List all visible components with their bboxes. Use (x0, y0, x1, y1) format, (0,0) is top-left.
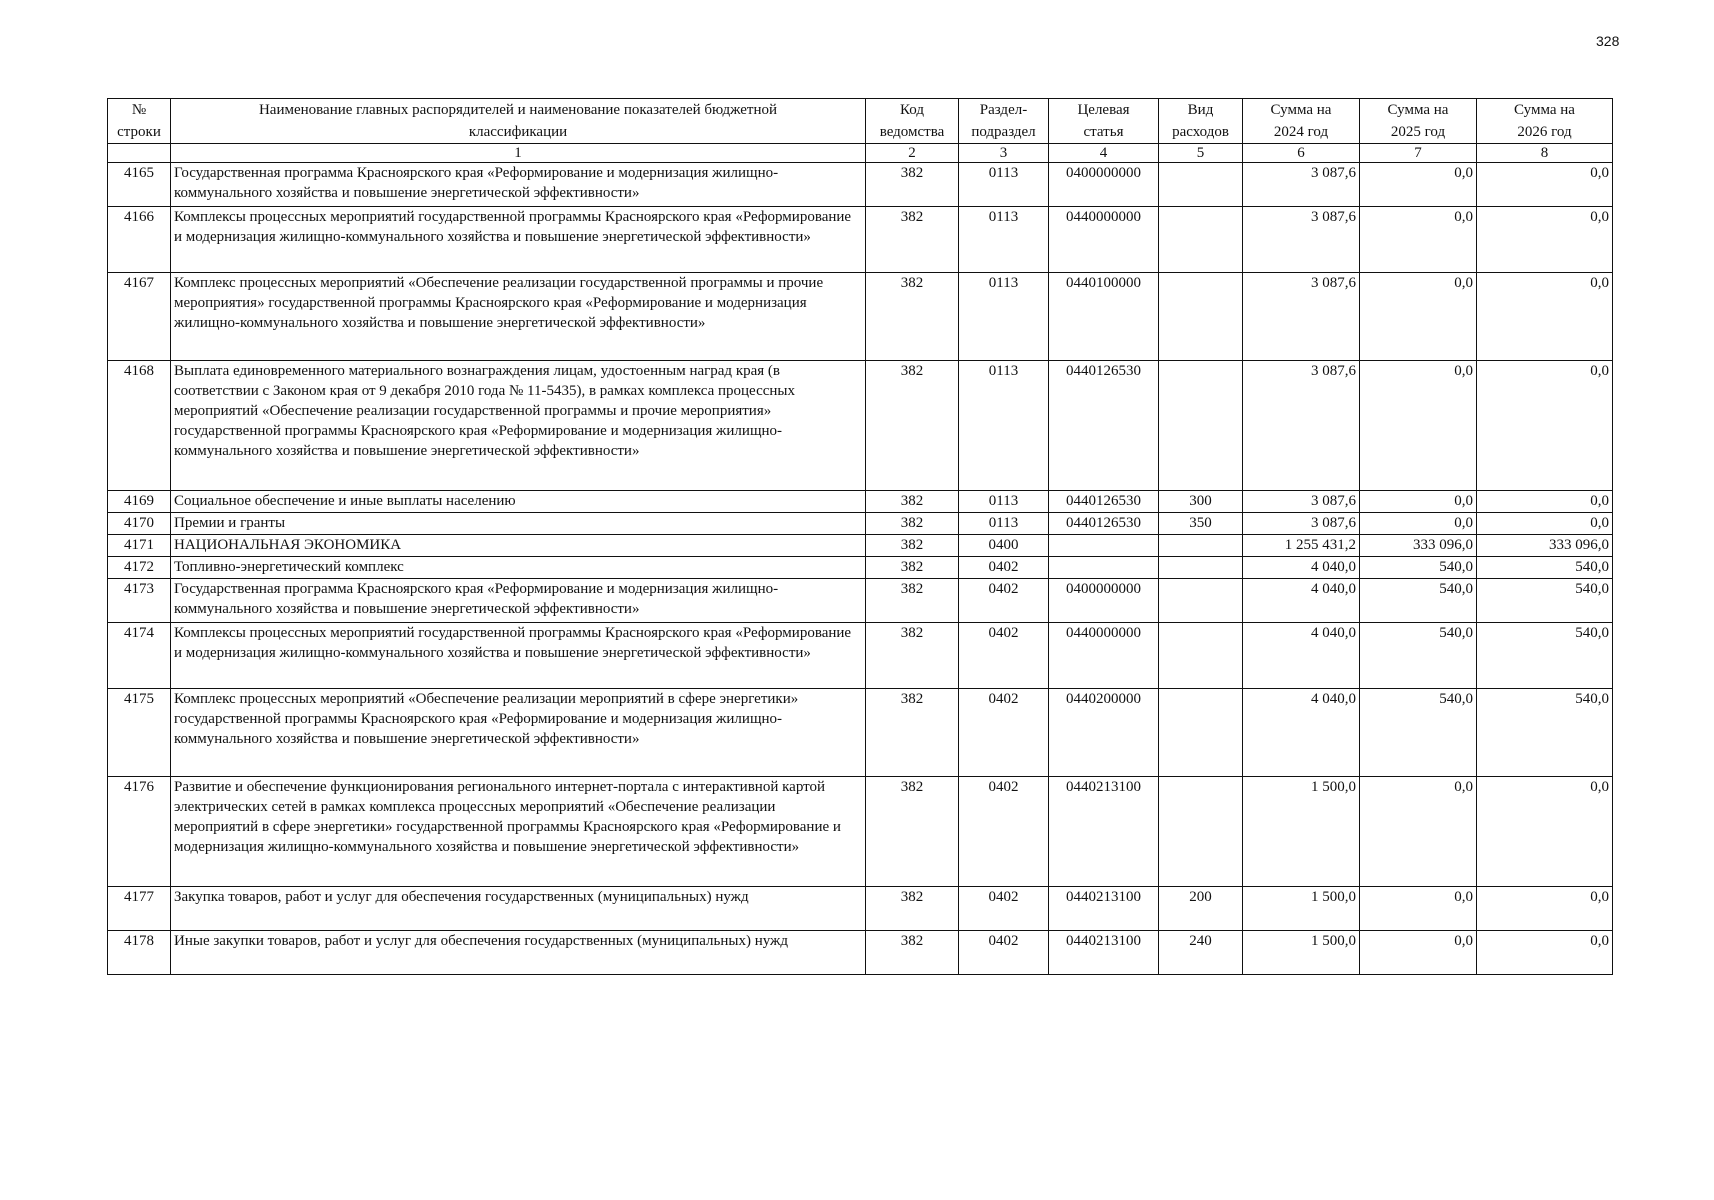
row-dept-code: 382 (866, 887, 959, 931)
row-sum-2026: 0,0 (1477, 931, 1613, 975)
row-section: 0113 (959, 491, 1049, 513)
column-number: 7 (1360, 144, 1477, 163)
row-target: 0440126530 (1049, 361, 1159, 491)
row-number: 4172 (108, 557, 171, 579)
row-sum-2026: 0,0 (1477, 887, 1613, 931)
row-section: 0113 (959, 513, 1049, 535)
row-expense-type (1159, 207, 1243, 273)
row-target: 0440100000 (1049, 273, 1159, 361)
row-target: 0440213100 (1049, 931, 1159, 975)
row-dept-code: 382 (866, 163, 959, 207)
row-sum-2025: 0,0 (1360, 887, 1477, 931)
row-sum-2025: 0,0 (1360, 513, 1477, 535)
row-dept-code: 382 (866, 361, 959, 491)
row-number: 4177 (108, 887, 171, 931)
row-sum-2024: 1 500,0 (1243, 887, 1360, 931)
row-expense-type: 350 (1159, 513, 1243, 535)
row-sum-2025: 540,0 (1360, 623, 1477, 689)
row-target (1049, 535, 1159, 557)
row-section: 0402 (959, 623, 1049, 689)
header-sum-2026: Сумма на 2026 год (1477, 99, 1613, 144)
row-section: 0113 (959, 361, 1049, 491)
row-sum-2026: 540,0 (1477, 623, 1613, 689)
page-number: 328 (1596, 33, 1620, 49)
column-number-blank (108, 144, 171, 163)
row-section: 0402 (959, 887, 1049, 931)
row-number: 4171 (108, 535, 171, 557)
table-row (108, 887, 1613, 931)
row-number: 4165 (108, 163, 171, 207)
row-sum-2025: 333 096,0 (1360, 535, 1477, 557)
row-sum-2024: 3 087,6 (1243, 361, 1360, 491)
row-sum-2026: 540,0 (1477, 557, 1613, 579)
column-number: 6 (1243, 144, 1360, 163)
row-dept-code: 382 (866, 207, 959, 273)
table-row (108, 623, 1613, 689)
row-expense-type (1159, 163, 1243, 207)
row-section: 0113 (959, 273, 1049, 361)
row-section: 0113 (959, 207, 1049, 273)
row-dept-code: 382 (866, 623, 959, 689)
table-row (108, 163, 1613, 207)
row-sum-2026: 0,0 (1477, 163, 1613, 207)
row-sum-2025: 540,0 (1360, 557, 1477, 579)
row-expense-type: 240 (1159, 931, 1243, 975)
row-section: 0113 (959, 163, 1049, 207)
row-name: Комплекс процессных мероприятий «Обеспечение реализации мероприятий в сфере энергетики» государственной программы Красноярского края «Реформирование и модернизация жилищно-коммунального хозяйства и повышение энергетической эффективности» (171, 689, 866, 777)
row-expense-type (1159, 623, 1243, 689)
table-row (108, 777, 1613, 887)
row-sum-2024: 3 087,6 (1243, 491, 1360, 513)
row-sum-2025: 0,0 (1360, 491, 1477, 513)
row-name: НАЦИОНАЛЬНАЯ ЭКОНОМИКА (171, 535, 866, 557)
row-name: Выплата единовременного материального вознаграждения лицам, удостоенным наград края (в соответствии с Законом края от 9 декабря 2010 года № 11-5435), в рамках комплекса процессных мероприятий «Обеспечение реализации государственной программы и прочие мероприятия» государственной программы Красноярского края «Реформирование и модернизация жилищно-коммунального хозяйства и повышение энергетической эффективности» (171, 361, 866, 491)
row-target: 0440000000 (1049, 623, 1159, 689)
row-section: 0402 (959, 579, 1049, 623)
row-expense-type (1159, 689, 1243, 777)
row-number: 4167 (108, 273, 171, 361)
row-expense-type (1159, 579, 1243, 623)
row-sum-2024: 4 040,0 (1243, 689, 1360, 777)
row-number: 4175 (108, 689, 171, 777)
row-sum-2024: 3 087,6 (1243, 513, 1360, 535)
row-number: 4174 (108, 623, 171, 689)
row-sum-2025: 0,0 (1360, 273, 1477, 361)
row-sum-2026: 0,0 (1477, 491, 1613, 513)
table-row (108, 207, 1613, 273)
row-number: 4176 (108, 777, 171, 887)
row-sum-2025: 540,0 (1360, 579, 1477, 623)
row-target: 0440213100 (1049, 777, 1159, 887)
row-target: 0440126530 (1049, 513, 1159, 535)
row-sum-2026: 0,0 (1477, 273, 1613, 361)
row-sum-2025: 0,0 (1360, 207, 1477, 273)
row-dept-code: 382 (866, 557, 959, 579)
column-number: 2 (866, 144, 959, 163)
row-target: 0400000000 (1049, 163, 1159, 207)
row-number: 4168 (108, 361, 171, 491)
row-sum-2026: 0,0 (1477, 513, 1613, 535)
row-name: Закупка товаров, работ и услуг для обеспечения государственных (муниципальных) нужд (171, 887, 866, 931)
row-sum-2025: 0,0 (1360, 931, 1477, 975)
table-row (108, 535, 1613, 557)
header-sum-2025: Сумма на 2025 год (1360, 99, 1477, 144)
row-sum-2026: 0,0 (1477, 361, 1613, 491)
row-expense-type (1159, 361, 1243, 491)
row-name: Государственная программа Красноярского края «Реформирование и модернизация жилищно-коммунального хозяйства и повышение энергетической эффективности» (171, 163, 866, 207)
header-dept-code: Код ведомства (866, 99, 959, 144)
header-name: Наименование главных распорядителей и наименование показателей бюджетной классификации (171, 99, 866, 144)
row-sum-2026: 333 096,0 (1477, 535, 1613, 557)
column-number: 8 (1477, 144, 1613, 163)
header-section: Раздел- подраздел (959, 99, 1049, 144)
table-header (108, 99, 1613, 163)
row-expense-type (1159, 535, 1243, 557)
row-sum-2024: 4 040,0 (1243, 579, 1360, 623)
row-expense-type (1159, 273, 1243, 361)
row-target: 0400000000 (1049, 579, 1159, 623)
table-row (108, 557, 1613, 579)
row-sum-2025: 0,0 (1360, 777, 1477, 887)
row-name: Топливно-энергетический комплекс (171, 557, 866, 579)
table-row (108, 361, 1613, 491)
row-sum-2024: 1 500,0 (1243, 777, 1360, 887)
row-sum-2026: 0,0 (1477, 207, 1613, 273)
row-section: 0402 (959, 777, 1049, 887)
row-name: Социальное обеспечение и иные выплаты населению (171, 491, 866, 513)
row-dept-code: 382 (866, 491, 959, 513)
row-sum-2024: 3 087,6 (1243, 163, 1360, 207)
row-name: Комплексы процессных мероприятий государственной программы Красноярского края «Реформирование и модернизация жилищно-коммунального хозяйства и повышение энергетической эффективности» (171, 623, 866, 689)
table-row (108, 689, 1613, 777)
column-number-row (108, 144, 1613, 163)
column-number: 4 (1049, 144, 1159, 163)
header-target: Целевая статья (1049, 99, 1159, 144)
row-name: Иные закупки товаров, работ и услуг для обеспечения государственных (муниципальных) нужд (171, 931, 866, 975)
row-sum-2024: 3 087,6 (1243, 207, 1360, 273)
row-dept-code: 382 (866, 777, 959, 887)
table-row (108, 273, 1613, 361)
header-sum-2024: Сумма на 2024 год (1243, 99, 1360, 144)
row-dept-code: 382 (866, 579, 959, 623)
row-sum-2025: 0,0 (1360, 163, 1477, 207)
row-section: 0400 (959, 535, 1049, 557)
row-expense-type (1159, 557, 1243, 579)
row-target (1049, 557, 1159, 579)
row-name: Комплексы процессных мероприятий государственной программы Красноярского края «Реформирование и модернизация жилищно-коммунального хозяйства и повышение энергетической эффективности» (171, 207, 866, 273)
row-dept-code: 382 (866, 513, 959, 535)
row-dept-code: 382 (866, 931, 959, 975)
row-sum-2026: 540,0 (1477, 579, 1613, 623)
row-expense-type: 300 (1159, 491, 1243, 513)
table-row (108, 513, 1613, 535)
row-sum-2024: 1 255 431,2 (1243, 535, 1360, 557)
row-name: Премии и гранты (171, 513, 866, 535)
row-expense-type (1159, 777, 1243, 887)
row-number: 4170 (108, 513, 171, 535)
row-sum-2024: 1 500,0 (1243, 931, 1360, 975)
table-row (108, 931, 1613, 975)
row-section: 0402 (959, 689, 1049, 777)
row-dept-code: 382 (866, 535, 959, 557)
row-number: 4169 (108, 491, 171, 513)
row-sum-2024: 4 040,0 (1243, 557, 1360, 579)
row-expense-type: 200 (1159, 887, 1243, 931)
row-sum-2024: 4 040,0 (1243, 623, 1360, 689)
row-target: 0440000000 (1049, 207, 1159, 273)
row-sum-2024: 3 087,6 (1243, 273, 1360, 361)
row-number: 4178 (108, 931, 171, 975)
row-section: 0402 (959, 931, 1049, 975)
row-section: 0402 (959, 557, 1049, 579)
row-name: Комплекс процессных мероприятий «Обеспечение реализации государственной программы и прочие мероприятия» государственной программы Красноярского края «Реформирование и модернизация жилищно-коммунального хозяйства и повышение энергетической эффективности» (171, 273, 866, 361)
row-number: 4166 (108, 207, 171, 273)
row-number: 4173 (108, 579, 171, 623)
row-name: Развитие и обеспечение функционирования регионального интернет-портала с интерактивной картой электрических сетей в рамках комплекса процессных мероприятий «Обеспечение реализации мероприятий в сфере энергетики» государственной программы Красноярского края «Реформирование и модернизация жилищно-коммунального хозяйства и повышение энергетической эффективности» (171, 777, 866, 887)
column-number: 1 (171, 144, 866, 163)
column-number: 5 (1159, 144, 1243, 163)
table-row (108, 491, 1613, 513)
row-target: 0440200000 (1049, 689, 1159, 777)
row-dept-code: 382 (866, 689, 959, 777)
row-sum-2025: 0,0 (1360, 361, 1477, 491)
table-body (108, 163, 1613, 975)
budget-table (107, 98, 1613, 975)
header-row-no: № строки (108, 99, 171, 144)
row-sum-2026: 540,0 (1477, 689, 1613, 777)
row-dept-code: 382 (866, 273, 959, 361)
row-target: 0440213100 (1049, 887, 1159, 931)
table-row (108, 579, 1613, 623)
row-sum-2025: 540,0 (1360, 689, 1477, 777)
row-target: 0440126530 (1049, 491, 1159, 513)
row-name: Государственная программа Красноярского края «Реформирование и модернизация жилищно-коммунального хозяйства и повышение энергетической эффективности» (171, 579, 866, 623)
row-sum-2026: 0,0 (1477, 777, 1613, 887)
column-number: 3 (959, 144, 1049, 163)
header-expense-type: Вид расходов (1159, 99, 1243, 144)
